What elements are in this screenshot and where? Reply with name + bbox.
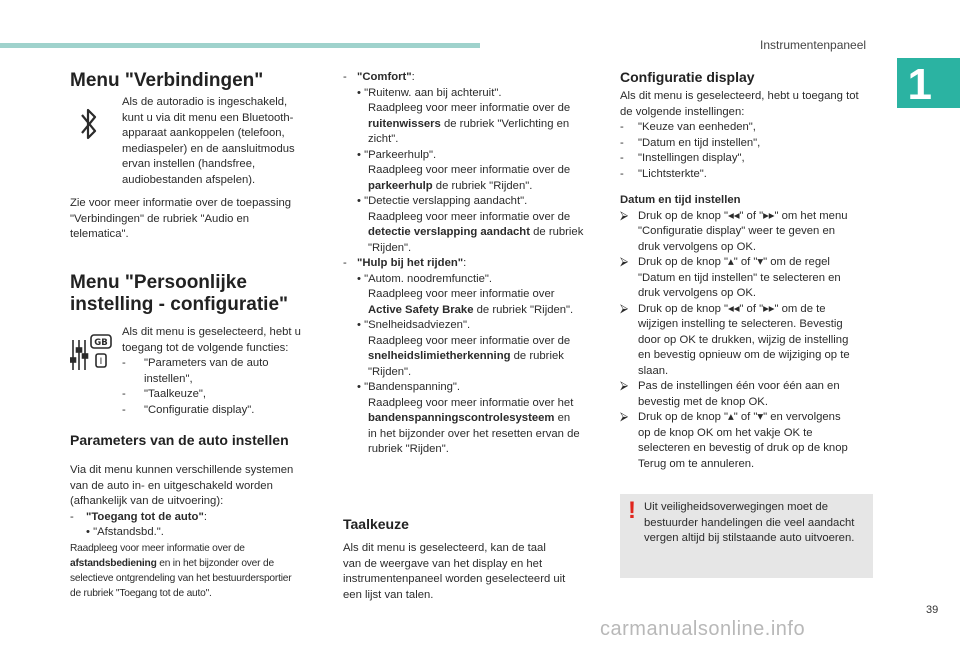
text-line: "Datum en tijd instellen" te selecteren en — [638, 271, 841, 284]
list-item: - "Datum en tijd instellen", — [620, 136, 761, 149]
text-line: selectieve ontgrendeling van het bestuurdersportier — [70, 572, 292, 584]
list-item — [122, 372, 322, 388]
text-line: Als dit menu is geselecteerd, kan de taal — [343, 542, 546, 554]
heading-parameters: Parameters van de auto instellen — [70, 432, 289, 448]
text-line: Raadpleeg voor meer informatie over de — [368, 164, 571, 176]
text-line: Uit veiligheidsoverwegingen moet de — [644, 501, 828, 513]
bold-term: ruitenwissers — [368, 117, 441, 130]
list-item: - "Hulp bij het rijden": — [343, 257, 467, 269]
text-line: kunt u via dit menu een Bluetooth- — [122, 111, 294, 124]
list-item: - "Parameters van de auto — [122, 357, 269, 369]
text-line: instrumentenpaneel worden geselecteerd uit — [343, 573, 566, 585]
svg-text:I: I — [99, 357, 103, 367]
text-line: druk vervolgens op OK. — [638, 287, 757, 299]
text-line — [343, 225, 605, 241]
list-item: - "Taalkeuze", — [122, 388, 207, 400]
config-text — [620, 89, 882, 182]
list-item-text: "Instellingen display", — [638, 152, 745, 164]
text-line: telematica". — [70, 228, 129, 240]
text-line: Via dit menu kunnen verschillende systemen — [70, 464, 294, 476]
list-label: "Hulp bij het rijden" — [357, 257, 464, 269]
bold-term: parkeerhulp — [368, 179, 433, 192]
bold-term: bandenspanningscontrolesysteem — [368, 412, 555, 424]
list-item-text: instellen", — [144, 372, 193, 385]
text-line: Raadpleeg voor meer informatie over het — [368, 396, 574, 409]
text-line: Raadpleeg voor meer informatie over de — [368, 210, 571, 223]
list-item-text: "Parameters van de auto — [144, 357, 269, 369]
parameters-text — [70, 463, 320, 601]
heading-verbindingen: Menu "Verbindingen" — [70, 70, 264, 91]
arrow-bullet-icon: ⮚ — [620, 256, 629, 268]
text-line: "Verbindingen" de rubriek "Audio en — [70, 212, 250, 225]
heading-line: Menu "Persoonlijke — [70, 272, 247, 293]
page-number: 39 — [926, 604, 939, 616]
text-line: van de weergave van het display en het — [343, 557, 543, 570]
step-item — [620, 255, 882, 302]
middle-column — [343, 70, 605, 458]
text-line: Druk op de knop "▴" of "▾" en vervolgens — [638, 411, 841, 423]
text-span: en — [554, 412, 571, 424]
header-bar — [0, 43, 480, 48]
list-item-text: "Detectie verslapping aandacht". — [364, 195, 528, 207]
text-line: Als dit menu is geselecteerd, hebt u toegang tot — [620, 90, 859, 102]
arrow-bullet-icon: ⮚ — [620, 302, 629, 315]
text-line: "Configuratie display" weer te geven en — [638, 225, 836, 237]
text-line: door op OK te drukken, wijzig de instelling — [638, 333, 849, 346]
bold-term: detectie verslapping aandacht — [368, 226, 530, 238]
text-line — [70, 556, 320, 571]
text-line: Raadpleeg voor meer informatie over — [368, 288, 555, 300]
arrow-bullet-icon: ⮚ — [620, 411, 629, 423]
heading-parameters-block — [70, 431, 320, 449]
text-line: wijzigen instelling te selecteren. Bevestig — [638, 318, 843, 330]
text-span: de rubriek "Verlichting en — [440, 117, 570, 130]
text-line: "Rijden". — [368, 365, 412, 378]
text-line: Druk op de knop "◂◂" of "▸▸" om de te — [638, 302, 826, 315]
list-item-text: "Taalkeuze", — [144, 388, 207, 400]
list-label: "Comfort" — [357, 71, 412, 83]
text-line: slaan. — [638, 364, 669, 377]
list-item-text: "Snelheidsadviezen". — [364, 319, 471, 331]
warning-text — [644, 500, 868, 547]
bold-term: afstandsbediening — [70, 557, 157, 569]
text-line: Als de autoradio is ingeschakeld, — [122, 96, 288, 108]
step-item — [620, 410, 882, 472]
watermark: carmanualsonline.info — [600, 618, 806, 640]
text-line — [343, 117, 605, 133]
list-item: - "Configuratie display". — [122, 403, 255, 416]
bluetooth-icon — [78, 104, 100, 144]
text-line — [343, 179, 605, 195]
text-line: Zie voor meer informatie over de toepassing — [70, 197, 292, 209]
text-line: Als dit menu is geselecteerd, hebt u — [122, 326, 301, 338]
arrow-bullet-icon: ⮚ — [620, 380, 629, 392]
svg-text:GB: GB — [94, 338, 108, 348]
text-line: (afhankelijk van de uitvoering): — [70, 495, 224, 507]
list-item-text: "Keuze van eenheden", — [638, 121, 756, 133]
list-item: • "Bandenspanning". — [357, 381, 461, 393]
list-label: "Toegang tot de auto" — [86, 510, 204, 523]
text-line: Raadpleeg voor meer informatie over de — [368, 102, 571, 114]
text-line: de volgende instellingen: — [620, 105, 745, 118]
zie-text — [70, 196, 315, 243]
list-item: • "Ruitenw. aan bij achteruit". — [357, 86, 502, 99]
text-line: apparaat aankoppelen (telefoon, — [122, 127, 285, 139]
list-item: • "Afstandsbd.". — [86, 526, 164, 538]
text-line: Terug om te annuleren. — [638, 457, 755, 470]
text-line: rubriek "Rijden". — [368, 443, 449, 455]
heading-persoonlijk — [70, 272, 320, 316]
heading-datum-tijd: Datum en tijd instellen — [620, 194, 741, 206]
list-item: - "Keuze van eenheden", — [620, 121, 756, 133]
text-line: en bevestig opnieuw om de wijziging op te — [638, 349, 850, 361]
text-span: en in het bijzonder over de — [156, 557, 274, 569]
section-title: Instrumentenpaneel — [760, 38, 867, 52]
text-line: vergen altijd bij stilstaande auto uitvoeren. — [644, 532, 855, 544]
text-line: Raadpleeg voor meer informatie over de — [70, 542, 245, 554]
text-line: van de auto in- en uitgeschakeld worden — [70, 479, 273, 492]
warning-note — [620, 494, 873, 578]
text-line: zicht". — [368, 133, 399, 145]
list-item: • "Snelheidsadviezen". — [357, 319, 471, 331]
persoonlijk-text — [122, 325, 322, 418]
text-line: op de knop OK om het vakje OK te — [638, 426, 813, 439]
text-span: de rubriek — [529, 226, 584, 238]
heading-verbindingen-block — [70, 70, 315, 92]
step-item — [620, 302, 882, 380]
heading-configuratie-display: Configuratie display — [620, 69, 755, 85]
list-item-text: "Lichtsterkte". — [638, 167, 707, 180]
arrow-bullet-icon: ⮚ — [620, 209, 629, 222]
text-line: Raadpleeg voor meer informatie over de — [368, 334, 571, 347]
step-item — [620, 379, 882, 410]
list-item: - "Instellingen display", — [620, 152, 745, 164]
text-span: de rubriek "Rijden". — [432, 179, 533, 192]
text-line — [343, 349, 605, 365]
heading-line: instelling - configuratie" — [70, 294, 289, 315]
bold-term: Active Safety Brake — [368, 303, 474, 316]
datum-section — [620, 193, 882, 472]
chapter-number: 1 — [907, 60, 932, 109]
text-line: "Rijden". — [368, 241, 412, 254]
warning-icon: ! — [628, 497, 636, 524]
text-line: ervan instellen (handsfree, — [122, 158, 256, 170]
list-item: • "Autom. noodremfunctie". — [357, 272, 493, 285]
text-line: Pas de instellingen één voor één aan en — [638, 380, 840, 392]
text-span: de rubriek — [510, 350, 564, 362]
list-item-text: "Ruitenw. aan bij achteruit". — [364, 86, 502, 99]
text-line: bestuurder handelingen die veel aandacht — [644, 516, 855, 529]
heading-taalkeuze-block — [343, 515, 605, 533]
list-item: - "Lichtsterkte". — [620, 167, 707, 180]
list-item-text: "Configuratie display". — [144, 403, 255, 416]
bold-term: snelheidslimietherkenning — [368, 350, 511, 362]
text-line: druk vervolgens op OK. — [638, 240, 757, 253]
list-item-text: "Datum en tijd instellen", — [638, 136, 761, 149]
heading-config-block — [620, 68, 878, 86]
text-line — [343, 303, 605, 319]
text-line: mediaspeler) en de aansluitmodus — [122, 142, 295, 155]
verbindingen-text — [122, 95, 312, 188]
list-item-text: "Bandenspanning". — [364, 381, 461, 393]
text-line: Druk op de knop "▴" of "▾" om de regel — [638, 256, 830, 268]
list-item: - "Comfort": — [343, 71, 415, 83]
text-line: audiobestanden afspelen). — [122, 173, 256, 186]
text-line: Druk op de knop "◂◂" of "▸▸" om het menu — [638, 209, 848, 222]
text-line: de rubriek "Toegang tot de auto". — [70, 587, 212, 599]
settings-sliders-icon — [70, 332, 116, 374]
step-item — [620, 209, 882, 256]
text-line — [343, 411, 605, 427]
text-line: een lijst van talen. — [343, 588, 434, 601]
list-item-text: "Parkeerhulp". — [364, 148, 437, 161]
list-item-text: "Afstandsbd.". — [93, 526, 164, 538]
text-line: in het bijzonder over het resetten ervan de — [368, 427, 580, 440]
text-line: toegang tot de volgende functies: — [122, 341, 289, 354]
heading-taalkeuze: Taalkeuze — [343, 516, 409, 532]
list-item-text: "Autom. noodremfunctie". — [364, 272, 493, 285]
list-item: • "Parkeerhulp". — [357, 148, 437, 161]
chapter-tab — [897, 58, 960, 108]
list-item: - "Toegang tot de auto": — [70, 510, 207, 523]
taalkeuze-text — [343, 541, 605, 603]
list-item: • "Detectie verslapping aandacht". — [357, 195, 528, 207]
text-span: de rubriek "Rijden". — [473, 303, 574, 316]
text-line: bevestig met de knop OK. — [638, 395, 768, 408]
text-line: selecteren en bevestig of druk op de knop — [638, 442, 848, 454]
